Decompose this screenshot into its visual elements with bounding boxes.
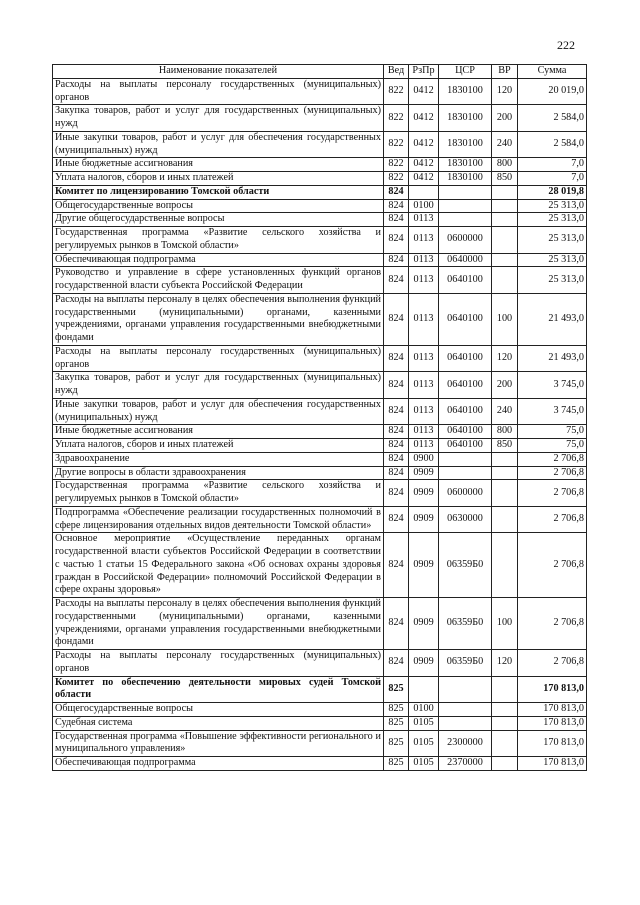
cell-rzpr: 0100 bbox=[409, 703, 439, 717]
cell-vr bbox=[492, 253, 518, 267]
cell-rzpr: 0113 bbox=[409, 439, 439, 453]
cell-rzpr: 0100 bbox=[409, 199, 439, 213]
cell-name: Иные закупки товаров, работ и услуг для обеспечения государственных (муниципальных) нужд bbox=[53, 131, 384, 158]
cell-vr bbox=[492, 452, 518, 466]
cell-rzpr: 0909 bbox=[409, 466, 439, 480]
cell-name: Расходы на выплаты персоналу государственных (муниципальных) органов bbox=[53, 345, 384, 372]
cell-sum: 170 813,0 bbox=[518, 716, 587, 730]
cell-ved: 822 bbox=[384, 172, 409, 186]
cell-name: Государственная программа «Развитие сельского хозяйства и регулируемых рынков в Томской области» bbox=[53, 480, 384, 507]
cell-ved: 825 bbox=[384, 730, 409, 757]
cell-sum: 3 745,0 bbox=[518, 372, 587, 399]
cell-csr: 0640100 bbox=[439, 425, 492, 439]
cell-csr: 06359Б0 bbox=[439, 598, 492, 650]
cell-name: Государственная программа «Развитие сельского хозяйства и регулируемых рынков в Томской области» bbox=[53, 227, 384, 254]
table-row bbox=[53, 703, 587, 717]
table-row bbox=[53, 158, 587, 172]
cell-name: Обеспечивающая подпрограмма bbox=[53, 757, 384, 771]
cell-csr: 1830100 bbox=[439, 158, 492, 172]
cell-vr: 850 bbox=[492, 439, 518, 453]
cell-name: Иные бюджетные ассигнования bbox=[53, 158, 384, 172]
table-row bbox=[53, 293, 587, 345]
cell-sum: 75,0 bbox=[518, 425, 587, 439]
cell-name: Основное мероприятие «Осуществление переданных органам государственной власти субъектов Российской Федерации в соответствии с частью 1 статьи 15 Федерального закона «Об основах охраны здоровья граждан в Российской Федерации» полномочий Российской Федерации в сфере охраны здоровья» bbox=[53, 533, 384, 598]
cell-sum: 20 019,0 bbox=[518, 78, 587, 105]
cell-rzpr: 0412 bbox=[409, 105, 439, 132]
table-row bbox=[53, 676, 587, 703]
cell-rzpr: 0113 bbox=[409, 227, 439, 254]
cell-rzpr: 0909 bbox=[409, 506, 439, 533]
table-row bbox=[53, 598, 587, 650]
cell-csr: 0640100 bbox=[439, 267, 492, 294]
cell-name: Уплата налогов, сборов и иных платежей bbox=[53, 172, 384, 186]
cell-rzpr: 0113 bbox=[409, 398, 439, 425]
cell-ved: 825 bbox=[384, 676, 409, 703]
cell-sum: 7,0 bbox=[518, 158, 587, 172]
cell-name: Общегосударственные вопросы bbox=[53, 703, 384, 717]
cell-rzpr: 0113 bbox=[409, 213, 439, 227]
table-row bbox=[53, 345, 587, 372]
cell-sum: 25 313,0 bbox=[518, 267, 587, 294]
cell-rzpr: 0113 bbox=[409, 425, 439, 439]
cell-vr: 200 bbox=[492, 105, 518, 132]
cell-ved: 825 bbox=[384, 716, 409, 730]
cell-ved: 824 bbox=[384, 345, 409, 372]
cell-name: Расходы на выплаты персоналу государственных (муниципальных) органов bbox=[53, 78, 384, 105]
cell-name: Комитет по лицензированию Томской области bbox=[53, 185, 384, 199]
cell-csr: 2370000 bbox=[439, 757, 492, 771]
cell-vr bbox=[492, 730, 518, 757]
cell-sum: 2 584,0 bbox=[518, 105, 587, 132]
cell-name: Иные бюджетные ассигнования bbox=[53, 425, 384, 439]
cell-vr: 240 bbox=[492, 398, 518, 425]
cell-csr: 0640100 bbox=[439, 293, 492, 345]
cell-name: Судебная система bbox=[53, 716, 384, 730]
table-row bbox=[53, 480, 587, 507]
cell-csr: 1830100 bbox=[439, 131, 492, 158]
cell-vr bbox=[492, 703, 518, 717]
cell-rzpr: 0105 bbox=[409, 716, 439, 730]
cell-csr: 1830100 bbox=[439, 105, 492, 132]
cell-ved: 824 bbox=[384, 506, 409, 533]
table-row bbox=[53, 131, 587, 158]
cell-name: Расходы на выплаты персоналу в целях обеспечения выполнения функций государственными (муниципальными) органами, казенными учреждениями, органами управления государственными внебюджетными фондами bbox=[53, 598, 384, 650]
cell-ved: 825 bbox=[384, 703, 409, 717]
cell-vr bbox=[492, 716, 518, 730]
table-row bbox=[53, 172, 587, 186]
cell-sum: 21 493,0 bbox=[518, 345, 587, 372]
cell-ved: 824 bbox=[384, 267, 409, 294]
table-row bbox=[53, 213, 587, 227]
cell-vr bbox=[492, 506, 518, 533]
cell-csr: 0640100 bbox=[439, 372, 492, 399]
cell-sum: 170 813,0 bbox=[518, 703, 587, 717]
cell-rzpr bbox=[409, 185, 439, 199]
cell-csr bbox=[439, 676, 492, 703]
cell-vr: 200 bbox=[492, 372, 518, 399]
cell-ved: 822 bbox=[384, 105, 409, 132]
cell-rzpr: 0412 bbox=[409, 78, 439, 105]
table-row bbox=[53, 730, 587, 757]
cell-sum: 2 706,8 bbox=[518, 650, 587, 677]
cell-sum: 75,0 bbox=[518, 439, 587, 453]
cell-ved: 822 bbox=[384, 131, 409, 158]
cell-csr: 06359Б0 bbox=[439, 650, 492, 677]
cell-sum: 2 706,8 bbox=[518, 506, 587, 533]
cell-ved: 824 bbox=[384, 598, 409, 650]
cell-vr bbox=[492, 676, 518, 703]
cell-csr: 0640100 bbox=[439, 439, 492, 453]
cell-name: Расходы на выплаты персоналу государственных (муниципальных) органов bbox=[53, 650, 384, 677]
header-row bbox=[53, 65, 587, 79]
header-rzpr: РзПр bbox=[409, 65, 439, 79]
table-row bbox=[53, 253, 587, 267]
cell-sum: 2 584,0 bbox=[518, 131, 587, 158]
table-row bbox=[53, 506, 587, 533]
cell-csr: 0640100 bbox=[439, 345, 492, 372]
cell-sum: 21 493,0 bbox=[518, 293, 587, 345]
cell-vr: 120 bbox=[492, 78, 518, 105]
table-row bbox=[53, 227, 587, 254]
cell-sum: 25 313,0 bbox=[518, 227, 587, 254]
budget-table bbox=[52, 64, 587, 771]
cell-sum: 3 745,0 bbox=[518, 398, 587, 425]
cell-rzpr: 0113 bbox=[409, 293, 439, 345]
cell-vr bbox=[492, 466, 518, 480]
cell-vr: 100 bbox=[492, 598, 518, 650]
table-row bbox=[53, 452, 587, 466]
cell-sum: 170 813,0 bbox=[518, 757, 587, 771]
cell-csr bbox=[439, 185, 492, 199]
cell-rzpr: 0113 bbox=[409, 253, 439, 267]
cell-sum: 2 706,8 bbox=[518, 452, 587, 466]
table-row bbox=[53, 757, 587, 771]
cell-name: Подпрограмма «Обеспечение реализации государственных полномочий в сфере лицензирования отдельных видов деятельности Томской области» bbox=[53, 506, 384, 533]
table-row bbox=[53, 425, 587, 439]
table-row bbox=[53, 716, 587, 730]
header-ved: Вед bbox=[384, 65, 409, 79]
cell-csr: 0640000 bbox=[439, 253, 492, 267]
cell-sum: 2 706,8 bbox=[518, 598, 587, 650]
cell-ved: 824 bbox=[384, 213, 409, 227]
cell-vr: 800 bbox=[492, 158, 518, 172]
cell-sum: 2 706,8 bbox=[518, 466, 587, 480]
cell-sum: 25 313,0 bbox=[518, 213, 587, 227]
cell-sum: 2 706,8 bbox=[518, 480, 587, 507]
cell-rzpr: 0113 bbox=[409, 267, 439, 294]
cell-ved: 824 bbox=[384, 650, 409, 677]
table-row bbox=[53, 398, 587, 425]
cell-vr: 120 bbox=[492, 650, 518, 677]
cell-ved: 824 bbox=[384, 533, 409, 598]
cell-rzpr: 0113 bbox=[409, 345, 439, 372]
cell-name: Государственная программа «Повышение эффективности регионального и муниципального управления» bbox=[53, 730, 384, 757]
table-row bbox=[53, 466, 587, 480]
cell-csr: 0600000 bbox=[439, 227, 492, 254]
cell-rzpr: 0909 bbox=[409, 650, 439, 677]
table-row bbox=[53, 105, 587, 132]
cell-csr bbox=[439, 213, 492, 227]
cell-rzpr: 0909 bbox=[409, 480, 439, 507]
cell-sum: 170 813,0 bbox=[518, 676, 587, 703]
cell-ved: 824 bbox=[384, 293, 409, 345]
cell-name: Руководство и управление в сфере установленных функций органов государственной власти субъекта Российской Федерации bbox=[53, 267, 384, 294]
table-row bbox=[53, 372, 587, 399]
cell-csr bbox=[439, 703, 492, 717]
cell-rzpr: 0909 bbox=[409, 598, 439, 650]
cell-ved: 824 bbox=[384, 425, 409, 439]
table-row bbox=[53, 267, 587, 294]
cell-ved: 824 bbox=[384, 466, 409, 480]
cell-vr: 120 bbox=[492, 345, 518, 372]
cell-vr: 240 bbox=[492, 131, 518, 158]
cell-name: Уплата налогов, сборов и иных платежей bbox=[53, 439, 384, 453]
cell-vr bbox=[492, 185, 518, 199]
table-row bbox=[53, 533, 587, 598]
cell-csr: 0640100 bbox=[439, 398, 492, 425]
cell-vr bbox=[492, 199, 518, 213]
header-sum: Сумма bbox=[518, 65, 587, 79]
cell-csr: 1830100 bbox=[439, 78, 492, 105]
cell-vr: 850 bbox=[492, 172, 518, 186]
cell-name: Расходы на выплаты персоналу в целях обеспечения выполнения функций государственными (муниципальными) органами, казенными учреждениями, органами управления государственными внебюджетными фондами bbox=[53, 293, 384, 345]
cell-vr bbox=[492, 267, 518, 294]
cell-name: Другие общегосударственные вопросы bbox=[53, 213, 384, 227]
cell-sum: 7,0 bbox=[518, 172, 587, 186]
cell-vr: 800 bbox=[492, 425, 518, 439]
cell-name: Общегосударственные вопросы bbox=[53, 199, 384, 213]
cell-csr: 06359Б0 bbox=[439, 533, 492, 598]
table-row bbox=[53, 439, 587, 453]
cell-name: Обеспечивающая подпрограмма bbox=[53, 253, 384, 267]
cell-ved: 825 bbox=[384, 757, 409, 771]
cell-name: Иные закупки товаров, работ и услуг для обеспечения государственных (муниципальных) нужд bbox=[53, 398, 384, 425]
cell-ved: 824 bbox=[384, 452, 409, 466]
header-name: Наименование показателей bbox=[53, 65, 384, 79]
cell-ved: 824 bbox=[384, 253, 409, 267]
cell-rzpr: 0105 bbox=[409, 730, 439, 757]
cell-ved: 824 bbox=[384, 199, 409, 213]
cell-vr bbox=[492, 757, 518, 771]
cell-name: Комитет по обеспечению деятельности мировых судей Томской области bbox=[53, 676, 384, 703]
cell-ved: 822 bbox=[384, 78, 409, 105]
cell-sum: 25 313,0 bbox=[518, 199, 587, 213]
cell-name: Здравоохранение bbox=[53, 452, 384, 466]
header-vr: ВР bbox=[492, 65, 518, 79]
table-body bbox=[53, 78, 587, 770]
cell-rzpr: 0412 bbox=[409, 158, 439, 172]
cell-name: Закупка товаров, работ и услуг для государственных (муниципальных) нужд bbox=[53, 372, 384, 399]
cell-csr bbox=[439, 466, 492, 480]
cell-rzpr bbox=[409, 676, 439, 703]
cell-ved: 824 bbox=[384, 227, 409, 254]
table-row bbox=[53, 185, 587, 199]
page-number: 222 bbox=[557, 38, 575, 52]
cell-rzpr: 0412 bbox=[409, 172, 439, 186]
cell-sum: 2 706,8 bbox=[518, 533, 587, 598]
table-row bbox=[53, 199, 587, 213]
cell-rzpr: 0105 bbox=[409, 757, 439, 771]
cell-ved: 824 bbox=[384, 439, 409, 453]
cell-rzpr: 0113 bbox=[409, 372, 439, 399]
cell-sum: 170 813,0 bbox=[518, 730, 587, 757]
cell-vr bbox=[492, 213, 518, 227]
cell-vr: 100 bbox=[492, 293, 518, 345]
cell-rzpr: 0900 bbox=[409, 452, 439, 466]
cell-rzpr: 0909 bbox=[409, 533, 439, 598]
cell-csr: 0600000 bbox=[439, 480, 492, 507]
cell-csr bbox=[439, 199, 492, 213]
header-csr: ЦСР bbox=[439, 65, 492, 79]
cell-csr: 1830100 bbox=[439, 172, 492, 186]
cell-sum: 25 313,0 bbox=[518, 253, 587, 267]
cell-ved: 822 bbox=[384, 158, 409, 172]
cell-csr bbox=[439, 452, 492, 466]
cell-csr bbox=[439, 716, 492, 730]
cell-name: Другие вопросы в области здравоохранения bbox=[53, 466, 384, 480]
cell-ved: 824 bbox=[384, 398, 409, 425]
cell-rzpr: 0412 bbox=[409, 131, 439, 158]
cell-csr: 0630000 bbox=[439, 506, 492, 533]
cell-sum: 28 019,8 bbox=[518, 185, 587, 199]
table-row bbox=[53, 78, 587, 105]
cell-name: Закупка товаров, работ и услуг для государственных (муниципальных) нужд bbox=[53, 105, 384, 132]
table-header bbox=[53, 65, 587, 79]
cell-vr bbox=[492, 480, 518, 507]
table-row bbox=[53, 650, 587, 677]
cell-ved: 824 bbox=[384, 185, 409, 199]
cell-csr: 2300000 bbox=[439, 730, 492, 757]
cell-ved: 824 bbox=[384, 372, 409, 399]
cell-ved: 824 bbox=[384, 480, 409, 507]
cell-vr bbox=[492, 533, 518, 598]
cell-vr bbox=[492, 227, 518, 254]
